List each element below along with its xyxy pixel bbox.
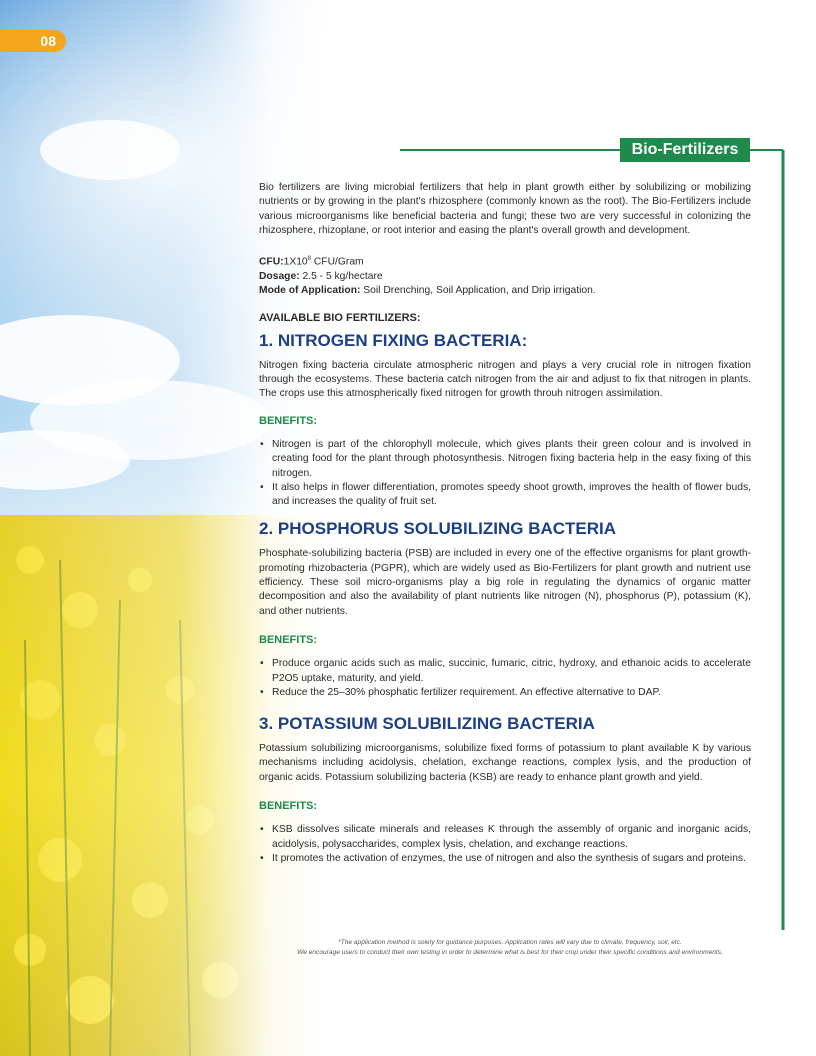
section-2-benefits-list — [259, 657, 751, 700]
list-item: • Produce organic acids such as malic, succinic, fumaric, citric, hydroxy, and ethanoic acids to accelerate P2O5 uptake, maturity, and yield. — [259, 657, 751, 686]
list-item: • Reduce the 25–30% phosphatic fertilizer requirement. An effective alternative to DAP. — [259, 686, 751, 700]
page-number-badge: 08 — [0, 30, 66, 52]
spec-cfu: $CFU:1X10^8$ CFU/Gram — [259, 256, 364, 268]
list-item: • It promotes the activation of enzymes, the use of nitrogen and also the synthesis of sugars and proteins. — [259, 852, 751, 866]
available-heading: AVAILABLE BIO FERTILIZERS: — [259, 311, 421, 324]
section-1-benefits-label: BENEFITS: — [259, 414, 318, 427]
footnote — [230, 938, 790, 958]
intro-paragraph: Bio fertilizers are living microbial fertilizers that help in plant growth either by solubilizing or mobilizing nutrients or by growing in the plant's rhizosphere (commonly known as the root). The Bio-Fertilizers include various microorganisms like beneficial bacteria and fungi; these two are very successful in colonizing the rhizosphere, rhizoplane, or root interior and easing the plant's overall growth and development. — [259, 182, 751, 236]
section-title-tab: Bio-Fertilizers — [620, 138, 750, 162]
section-2-description: Phosphate-solubilizing bacteria (PSB) are included in every one of the effective organisms for plant growth-promoting rhizobacteria (PGPR), which are widely used as Bio-Fertilizers for plant growth and nutrient use efficiency. These soil micro-organisms play a big role in regulating the dynamics of organic matter decomposition and also the availability of plant nutrients like nitrogen (N), phosphorus (P), potassium (K), and other nutrients. — [259, 548, 751, 617]
footnote-line-1: *The application method is solely for guidance purposes. Application rates will vary due to climate, frequency, soil, etc. — [338, 939, 682, 946]
list-item: • Nitrogen is part of the chlorophyll molecule, which gives plants their green colour and is involved in creating food for the plant through photosynthesis. Nitrogen fixing bacteria help in the easy fixing of this nitrogen. — [259, 438, 751, 481]
section-3-description: Potassium solubilizing microorganisms, solubilize fixed forms of potassium to plant available K by various mechanisms including acidolysis, chelation, exchange reactions, complex lysis, and the production of organic acids. Potassium solubilizing bacteria (KSB) are ready to enhance plant growth and yield. — [259, 743, 751, 783]
spec-dosage: Dosage: 2.5 - 5 kg/hectare — [259, 270, 383, 282]
main-content — [259, 181, 751, 866]
section-1-benefits-list — [259, 438, 751, 509]
spec-mode-of-application: Mode of Application: Soil Drenching, Soil Application, and Drip irrigation. — [259, 285, 596, 297]
section-3-benefits-label: BENEFITS: — [259, 800, 318, 813]
section-3-title: 3. POTASSIUM SOLUBILIZING BACTERIA — [259, 714, 595, 734]
section-2-title: 2. PHOSPHORUS SOLUBILIZING BACTERIA — [259, 519, 617, 539]
section-2-benefits-label: BENEFITS: — [259, 633, 318, 646]
list-item: • It also helps in flower differentiation, promotes speedy shoot growth, improves the health of flower buds, and increases the quality of fruit set. — [259, 481, 751, 510]
section-1-title: 1. NITROGEN FIXING BACTERIA: — [259, 330, 528, 350]
footnote-line-2: We encourage users to conduct their own testing in order to determine what is best for their crop under their specific conditions and environments. — [297, 949, 723, 956]
section-3-benefits-list — [259, 823, 751, 866]
list-item: • KSB dissolves silicate minerals and releases K through the assembly of organic and inorganic acids, acidolysis, polysaccharides, complex lysis, chelation, and exchange reactions. — [259, 823, 751, 852]
section-1-description: Nitrogen fixing bacteria circulate atmospheric nitrogen and plays a very crucial role in nitrogen fixation through the ecosystems. These bacteria catch nitrogen from the air and adjust to fix that nitrogen in plants. The crops use this atmospherically fixed nitrogen for growth throuh nitrogen assimilation. — [259, 359, 751, 400]
